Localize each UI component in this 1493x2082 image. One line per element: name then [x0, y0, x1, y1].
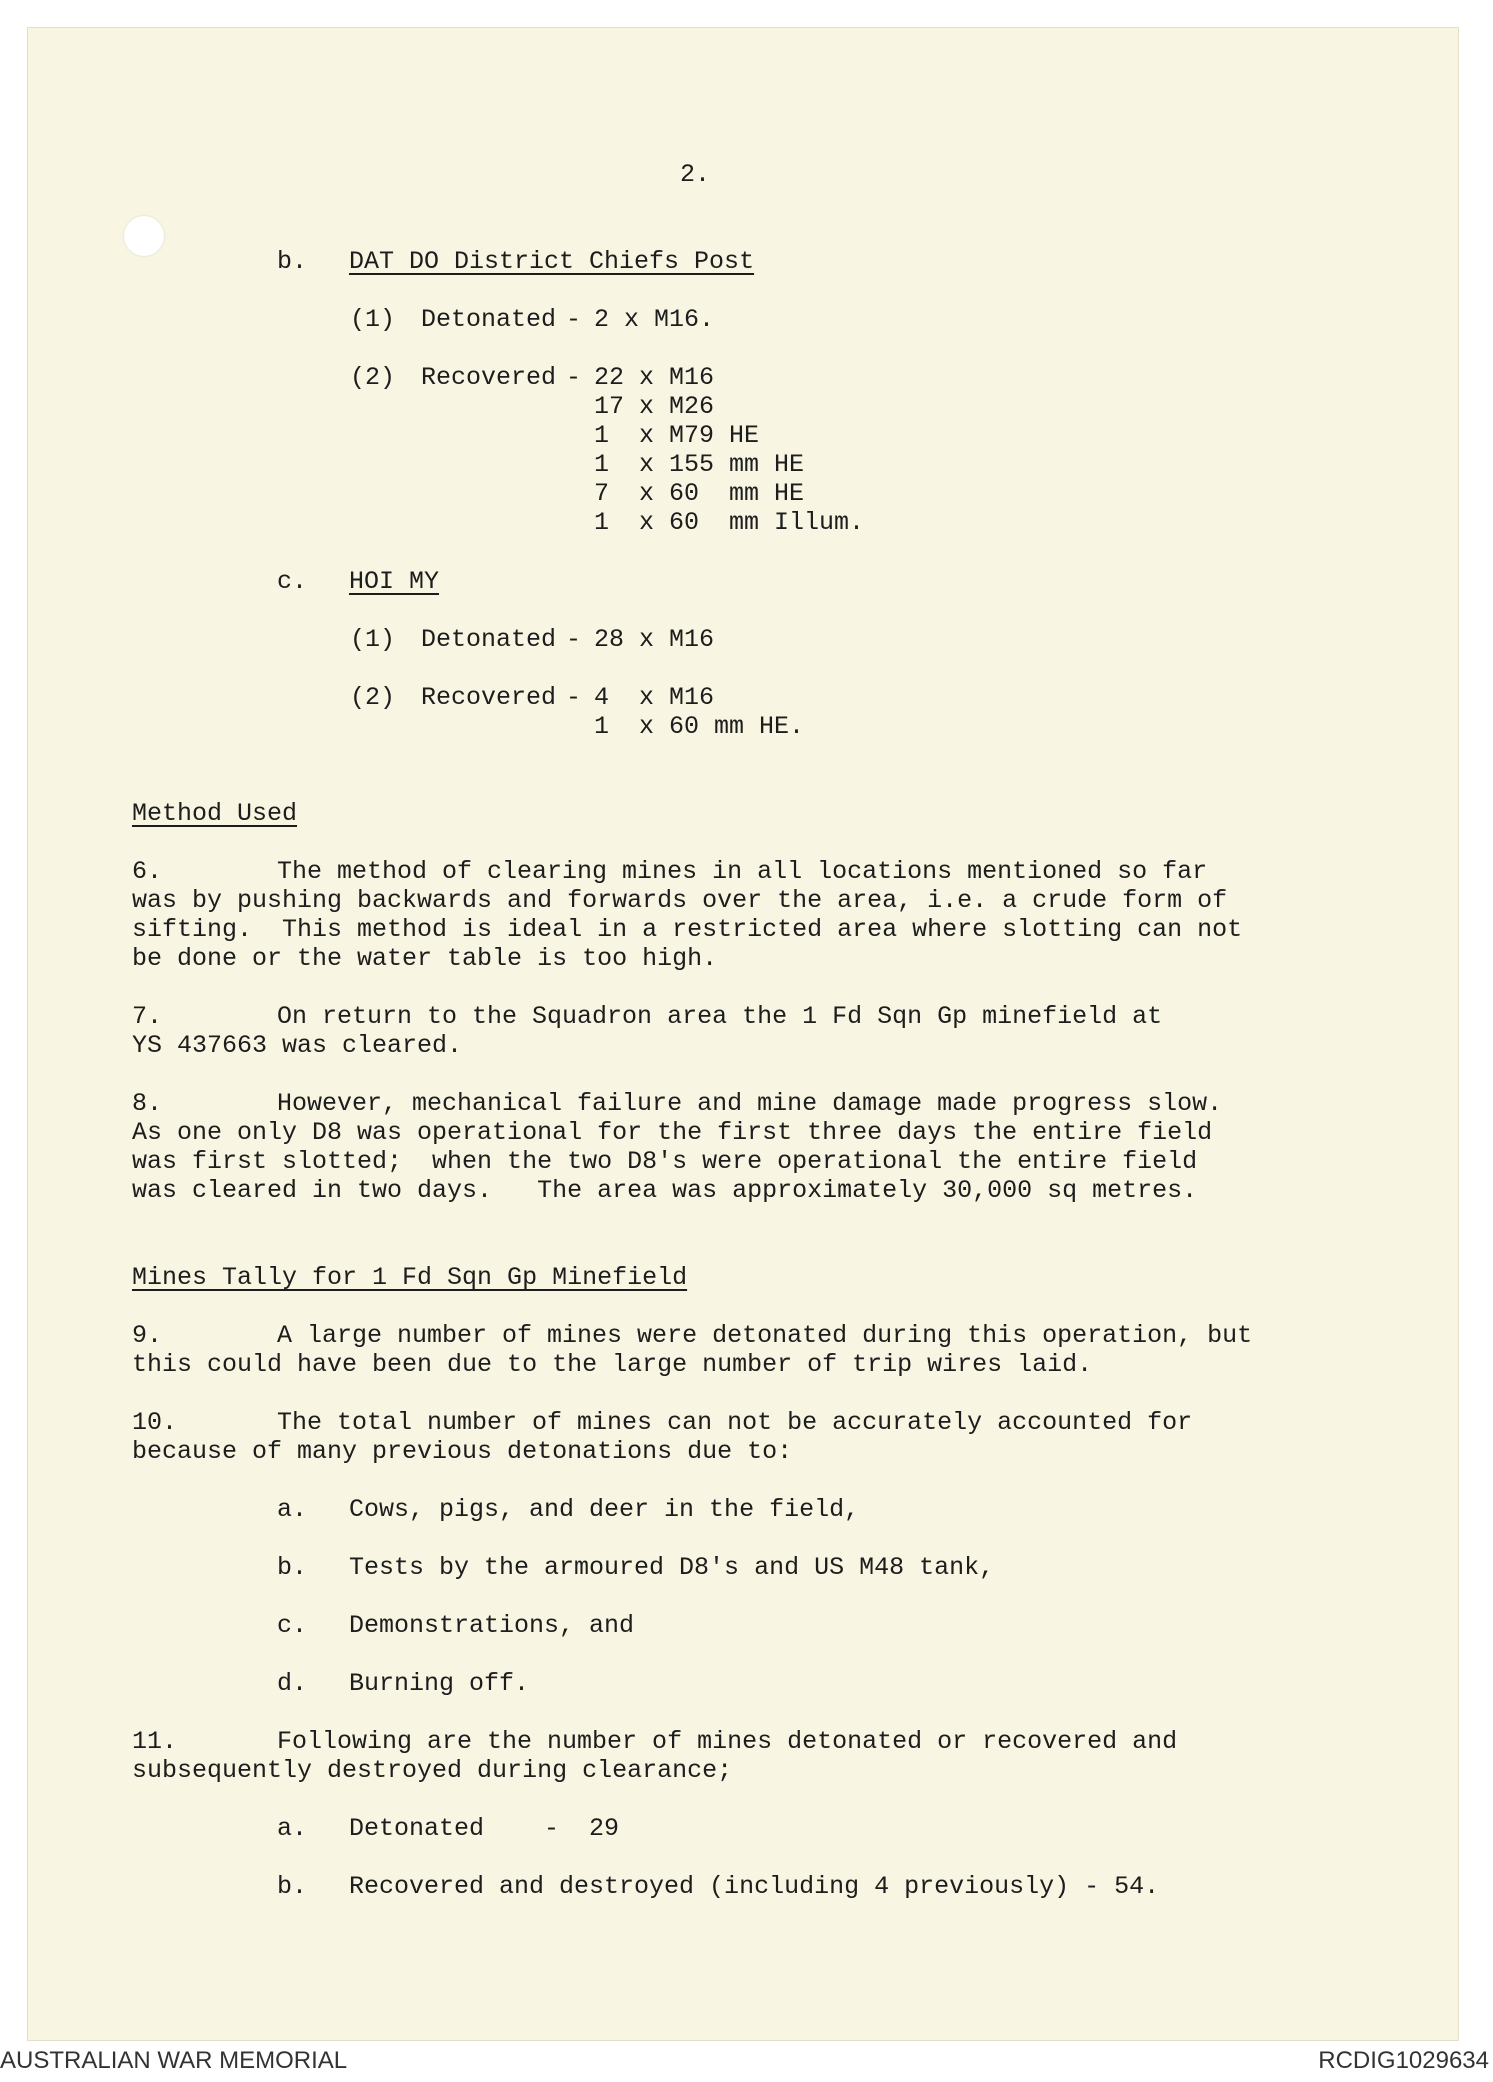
section-b-item1-dash: -	[566, 305, 582, 334]
section-c-item1-num: (1)	[350, 625, 396, 654]
section-b-recovered-line: 17 x M26	[594, 392, 715, 421]
section-b-item1-num: (1)	[350, 305, 396, 334]
section-b-recovered-line: 1 x 155 mm HE	[594, 450, 805, 479]
para8-line: However, mechanical failure and mine damage made progress slow.	[277, 1089, 1223, 1118]
para11-number: 11.	[132, 1727, 178, 1756]
para9-line: A large number of mines were detonated during this operation, but	[277, 1321, 1253, 1350]
section-b-heading: DAT DO District Chiefs Post	[349, 247, 755, 276]
section-b-item1-text: 2 x M16.	[594, 305, 715, 334]
para6-number: 6.	[132, 857, 163, 886]
section-b-item1-label: Detonated	[421, 305, 557, 334]
section-c-item2-label: Recovered	[421, 683, 557, 712]
para10-subitem-text: Cows, pigs, and deer in the field,	[349, 1495, 860, 1524]
mines-tally-heading: Mines Tally for 1 Fd Sqn Gp Minefield	[132, 1263, 688, 1292]
section-b-item2-dash: -	[566, 363, 582, 392]
para10-subitem-letter: b.	[277, 1553, 308, 1582]
section-c-item1-label: Detonated	[421, 625, 557, 654]
section-c-recovered-line: 4 x M16	[594, 683, 715, 712]
para9-number: 9.	[132, 1321, 163, 1350]
para10-subitem-text: Tests by the armoured D8's and US M48 tank,	[349, 1553, 995, 1582]
para11-subitem-text: Detonated - 29	[349, 1814, 620, 1843]
section-c-heading: HOI MY	[349, 567, 440, 596]
para9-line: this could have been due to the large number of trip wires laid.	[132, 1350, 1093, 1379]
para10-subitem-letter: a.	[277, 1495, 308, 1524]
para11-line: Following are the number of mines detonated or recovered and	[277, 1727, 1178, 1756]
para6-line: was by pushing backwards and forwards over the area, i.e. a crude form of	[132, 886, 1228, 915]
section-c-item1-dash: -	[566, 625, 582, 654]
para10-line: The total number of mines can not be accurately accounted for	[277, 1408, 1193, 1437]
para11-line: subsequently destroyed during clearance;	[132, 1756, 733, 1785]
para10-subitem-letter: c.	[277, 1611, 308, 1640]
para8-line: was first slotted; when the two D8's were operational the entire field	[132, 1147, 1198, 1176]
section-b-recovered-line: 1 x 60 mm Illum.	[594, 508, 865, 537]
para7-number: 7.	[132, 1002, 163, 1031]
para10-subitem-letter: d.	[277, 1669, 308, 1698]
para7-line: On return to the Squadron area the 1 Fd Sqn Gp minefield at	[277, 1002, 1163, 1031]
section-c-item2-num: (2)	[350, 683, 396, 712]
method-used-heading: Method Used	[132, 799, 298, 828]
para6-line: The method of clearing mines in all locations mentioned so far	[277, 857, 1208, 886]
para10-subitem-text: Burning off.	[349, 1669, 530, 1698]
para8-line: was cleared in two days. The area was approximately 30,000 sq metres.	[132, 1176, 1198, 1205]
para10-number: 10.	[132, 1408, 178, 1437]
para6-line: be done or the water table is too high.	[132, 944, 718, 973]
para6-line: sifting. This method is ideal in a restricted area where slotting can not	[132, 915, 1243, 944]
section-c-letter: c.	[277, 567, 308, 596]
footer-archive-name: AUSTRALIAN WAR MEMORIAL	[0, 2047, 348, 2074]
section-b-letter: b.	[277, 247, 308, 276]
section-c-recovered-line: 1 x 60 mm HE.	[594, 712, 805, 741]
para11-subitem-text: Recovered and destroyed (including 4 previously) - 54.	[349, 1872, 1160, 1901]
punch-hole	[124, 216, 164, 256]
section-c-item2-dash: -	[566, 683, 582, 712]
para10-line: because of many previous detonations due to:	[132, 1437, 793, 1466]
section-b-recovered-line: 7 x 60 mm HE	[594, 479, 805, 508]
section-b-recovered-line: 1 x M79 HE	[594, 421, 760, 450]
para8-line: As one only D8 was operational for the first three days the entire field	[132, 1118, 1213, 1147]
section-b-item2-num: (2)	[350, 363, 396, 392]
footer-record-id: RCDIG1029634	[1318, 2047, 1489, 2074]
para11-subitem-letter: a.	[277, 1814, 308, 1843]
page-number: 2.	[680, 160, 711, 189]
para11-subitem-letter: b.	[277, 1872, 308, 1901]
section-b-item2-label: Recovered	[421, 363, 557, 392]
section-b-recovered-line: 22 x M16	[594, 363, 715, 392]
para8-number: 8.	[132, 1089, 163, 1118]
para7-line: YS 437663 was cleared.	[132, 1031, 463, 1060]
para10-subitem-text: Demonstrations, and	[349, 1611, 635, 1640]
section-c-item1-text: 28 x M16	[594, 625, 715, 654]
